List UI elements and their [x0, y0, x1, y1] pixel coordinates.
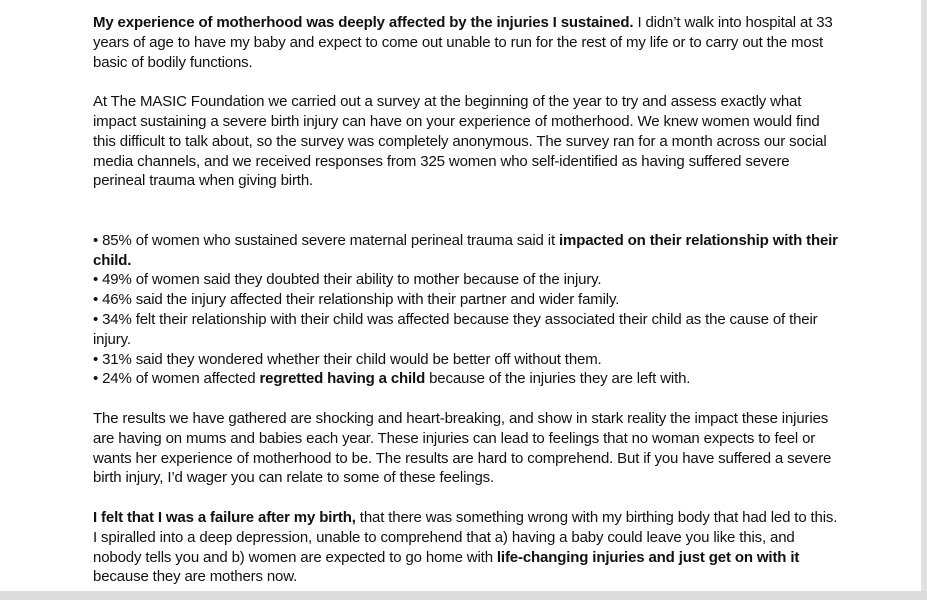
intro-bold-text: My experience of motherhood was deeply affected by the injuries I sustained. [93, 14, 634, 31]
bullet-bold-text: impacted on their relationship with their child. [93, 231, 838, 269]
bullet-item [93, 369, 838, 389]
bullet-text: • 85% of women who sustained severe maternal perineal trauma said it [93, 231, 559, 249]
bullet-text-suffix: because of the injuries they are left with. [425, 370, 691, 388]
spacer [93, 389, 838, 409]
bullet-item [93, 231, 838, 271]
paragraph-intro [93, 13, 838, 72]
personal-bold-text-2: life-changing injuries and just get on with it [496, 548, 800, 566]
personal-bold-text: I felt that I was a failure after my birth, [93, 508, 356, 526]
paragraph-survey: At The MASIC Foundation we carried out a survey at the beginning of the year to try and assess exactly what impact sustaining a severe birth injury can have on your experience of motherhood. We knew women would find this difficult to talk about, so the survey was completely anonymous. The survey ran for a month across our social media channels, and we received responses from 325 women who self-identified as having suffered severe perineal trauma when giving birth. [93, 93, 827, 190]
personal-text: that there was something wrong with my birthing body that had led to this. I spiralled into a deep depression, unable to comprehend that a) having a baby could leave you like this, and nobody tells you and b) women are expected to go home with [93, 508, 838, 566]
personal-text-2: because they are mothers now. [93, 568, 298, 586]
spacer [93, 191, 838, 231]
paragraph-personal [93, 508, 838, 587]
article-body [93, 13, 838, 587]
horizontal-scrollbar[interactable] [0, 591, 927, 600]
paragraph-results: The results we have gathered are shocking and heart-breaking, and show in stark reality the impact these injuries are having on mums and babies each year. These injuries can lead to feelings that no woman expects to feel or wants her experience of motherhood to be. The results are hard to comprehend. But if you have suffered a severe birth injury, I’d wager you can relate to some of these feelings. [93, 409, 832, 487]
intro-text: I didn’t walk into hospital at 33 years of age to have my baby and expect to come out unable to run for the rest of my life or to carry out the most basic of bodily functions. [93, 14, 833, 71]
bullet-item [93, 270, 838, 290]
bullet-text: • 49% of women said they doubted their ability to mother because of the injury. [93, 271, 602, 289]
bullet-text: • 46% said the injury affected their relationship with their partner and wider family. [93, 291, 620, 309]
bullet-text: • 24% of women affected [93, 370, 260, 388]
bullet-bold-text: regretted having a child [259, 370, 426, 388]
vertical-scrollbar[interactable] [921, 0, 927, 591]
spacer [93, 488, 838, 508]
bullet-text: • 31% said they wondered whether their child would be better off without them. [93, 350, 602, 368]
bullet-text: • 34% felt their relationship with their child was affected because they associated their child as the cause of their injury. [93, 310, 818, 348]
bullet-item [93, 350, 838, 370]
bullet-item [93, 310, 838, 350]
spacer [93, 72, 838, 92]
bullet-item [93, 290, 838, 310]
